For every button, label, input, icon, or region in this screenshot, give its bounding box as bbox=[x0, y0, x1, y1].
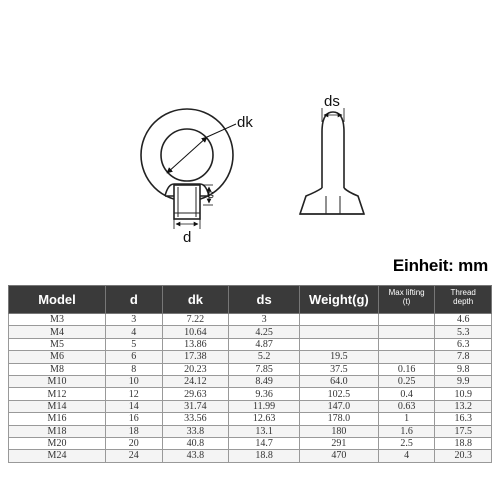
cell-ds: 8.49 bbox=[229, 375, 300, 387]
header-thread-depth-line2: depth bbox=[453, 297, 474, 306]
table-row bbox=[9, 413, 492, 425]
cell-weight: 64.0 bbox=[299, 375, 378, 387]
cell-model: M4 bbox=[9, 326, 106, 338]
cell-d: 14 bbox=[106, 400, 163, 412]
cell-weight bbox=[299, 314, 378, 326]
header-max-lifting bbox=[378, 286, 435, 314]
cell-thread-depth: 16.3 bbox=[435, 413, 492, 425]
cell-d: 4 bbox=[106, 326, 163, 338]
table-row bbox=[9, 363, 492, 375]
cell-dk: 10.64 bbox=[162, 326, 229, 338]
cell-ds: 12.63 bbox=[229, 413, 300, 425]
cell-d: 18 bbox=[106, 425, 163, 437]
cell-dk: 43.8 bbox=[162, 450, 229, 462]
table-row bbox=[9, 425, 492, 437]
cell-max-lifting: 4 bbox=[378, 450, 435, 462]
cell-model: M10 bbox=[9, 375, 106, 387]
table-row bbox=[9, 450, 492, 462]
ds-label: ds bbox=[324, 93, 340, 110]
cell-thread-depth: 4.6 bbox=[435, 314, 492, 326]
cell-model: M20 bbox=[9, 437, 106, 449]
cell-d: 8 bbox=[106, 363, 163, 375]
cell-dk: 24.12 bbox=[162, 375, 229, 387]
cell-max-lifting: 1 bbox=[378, 413, 435, 425]
cell-d: 5 bbox=[106, 338, 163, 350]
cell-weight: 19.5 bbox=[299, 351, 378, 363]
cell-ds: 13.1 bbox=[229, 425, 300, 437]
cell-model: M3 bbox=[9, 314, 106, 326]
cell-dk: 7.22 bbox=[162, 314, 229, 326]
cell-thread-depth: 13.2 bbox=[435, 400, 492, 412]
cell-model: M24 bbox=[9, 450, 106, 462]
front-view bbox=[141, 109, 233, 219]
cell-weight bbox=[299, 338, 378, 350]
cell-weight: 102.5 bbox=[299, 388, 378, 400]
table-row bbox=[9, 375, 492, 387]
spec-table bbox=[8, 285, 492, 463]
side-base bbox=[300, 188, 364, 214]
cell-max-lifting: 0.4 bbox=[378, 388, 435, 400]
cell-dk: 29.63 bbox=[162, 388, 229, 400]
spec-table-body bbox=[9, 314, 492, 463]
cell-weight: 178.0 bbox=[299, 413, 378, 425]
g-label: G bbox=[207, 190, 215, 200]
cell-dk: 33.8 bbox=[162, 425, 229, 437]
cell-max-lifting: 1.6 bbox=[378, 425, 435, 437]
cell-model: M6 bbox=[9, 351, 106, 363]
cell-d: 6 bbox=[106, 351, 163, 363]
cell-ds: 5.2 bbox=[229, 351, 300, 363]
header-dk: dk bbox=[162, 286, 229, 314]
header-weight: Weight(g) bbox=[299, 286, 378, 314]
cell-max-lifting: 0.25 bbox=[378, 375, 435, 387]
cell-thread-depth: 7.8 bbox=[435, 351, 492, 363]
cell-thread-depth: 10.9 bbox=[435, 388, 492, 400]
cell-d: 3 bbox=[106, 314, 163, 326]
header-model: Model bbox=[9, 286, 106, 314]
cell-ds: 4.87 bbox=[229, 338, 300, 350]
cell-d: 12 bbox=[106, 388, 163, 400]
cell-ds: 4.25 bbox=[229, 326, 300, 338]
side-eye bbox=[322, 112, 344, 190]
header-thread-depth-line1: Thread bbox=[450, 288, 476, 297]
cell-weight: 37.5 bbox=[299, 363, 378, 375]
cell-max-lifting: 2.5 bbox=[378, 437, 435, 449]
cell-model: M18 bbox=[9, 425, 106, 437]
table-row bbox=[9, 326, 492, 338]
cell-dk: 13.86 bbox=[162, 338, 229, 350]
cell-weight: 291 bbox=[299, 437, 378, 449]
cell-weight bbox=[299, 326, 378, 338]
header-thread-depth bbox=[435, 286, 492, 314]
cell-ds: 3 bbox=[229, 314, 300, 326]
cell-model: M12 bbox=[9, 388, 106, 400]
side-view bbox=[300, 112, 364, 214]
cell-dk: 17.38 bbox=[162, 351, 229, 363]
header-ds: ds bbox=[229, 286, 300, 314]
d-label: d bbox=[183, 229, 192, 246]
cell-thread-depth: 17.5 bbox=[435, 425, 492, 437]
cell-ds: 14.7 bbox=[229, 437, 300, 449]
cell-max-lifting bbox=[378, 351, 435, 363]
table-row bbox=[9, 400, 492, 412]
table-row bbox=[9, 388, 492, 400]
cell-ds: 18.8 bbox=[229, 450, 300, 462]
table-row bbox=[9, 437, 492, 449]
table-row bbox=[9, 314, 492, 326]
dk-label: dk bbox=[237, 114, 253, 131]
cell-d: 24 bbox=[106, 450, 163, 462]
cell-max-lifting: 0.63 bbox=[378, 400, 435, 412]
cell-ds: 7.85 bbox=[229, 363, 300, 375]
cell-ds: 11.99 bbox=[229, 400, 300, 412]
cell-model: M16 bbox=[9, 413, 106, 425]
table-header-row bbox=[9, 286, 492, 314]
cell-weight: 470 bbox=[299, 450, 378, 462]
cell-d: 20 bbox=[106, 437, 163, 449]
cell-model: M14 bbox=[9, 400, 106, 412]
cell-weight: 147.0 bbox=[299, 400, 378, 412]
cell-max-lifting bbox=[378, 326, 435, 338]
cell-d: 10 bbox=[106, 375, 163, 387]
table-row bbox=[9, 351, 492, 363]
cell-max-lifting bbox=[378, 338, 435, 350]
header-max-lifting-line1: Max lifting bbox=[388, 288, 425, 297]
header-d: d bbox=[106, 286, 163, 314]
cell-weight: 180 bbox=[299, 425, 378, 437]
d-dimension bbox=[174, 219, 200, 246]
header-max-lifting-line2: (t) bbox=[402, 297, 411, 306]
cell-dk: 33.56 bbox=[162, 413, 229, 425]
cell-dk: 40.8 bbox=[162, 437, 229, 449]
unit-label: Einheit: mm bbox=[392, 256, 488, 275]
cell-ds: 9.36 bbox=[229, 388, 300, 400]
cell-thread-depth: 6.3 bbox=[435, 338, 492, 350]
cell-thread-depth: 18.8 bbox=[435, 437, 492, 449]
cell-thread-depth: 9.8 bbox=[435, 363, 492, 375]
cell-max-lifting bbox=[378, 314, 435, 326]
cell-thread-depth: 9.9 bbox=[435, 375, 492, 387]
cell-model: M5 bbox=[9, 338, 106, 350]
cell-dk: 31.74 bbox=[162, 400, 229, 412]
cell-max-lifting: 0.16 bbox=[378, 363, 435, 375]
cell-thread-depth: 5.3 bbox=[435, 326, 492, 338]
cell-thread-depth: 20.3 bbox=[435, 450, 492, 462]
table-row bbox=[9, 338, 492, 350]
cell-dk: 20.23 bbox=[162, 363, 229, 375]
cell-model: M8 bbox=[9, 363, 106, 375]
cell-d: 16 bbox=[106, 413, 163, 425]
